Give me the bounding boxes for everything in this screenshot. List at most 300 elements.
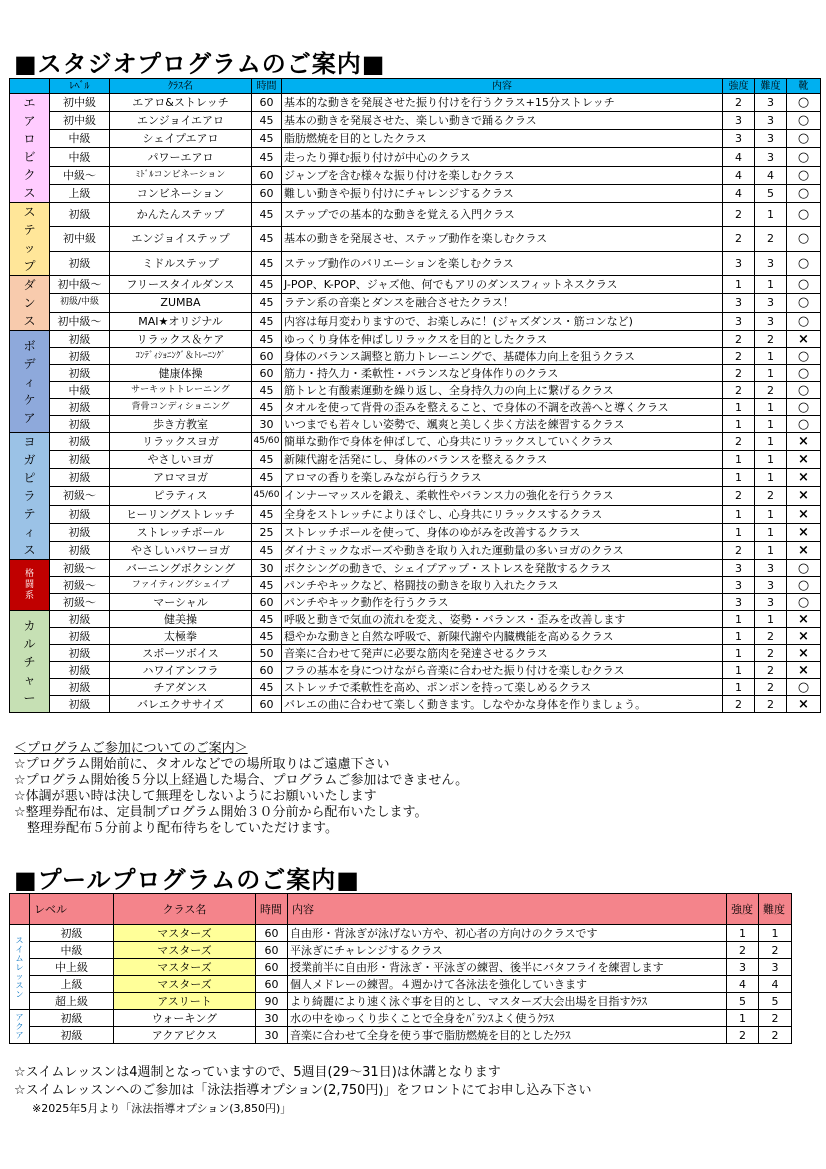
studio-row <box>10 662 821 679</box>
level-cell: 初級 <box>50 416 110 433</box>
level-cell: 初級 <box>50 541 110 559</box>
time-cell: 30 <box>252 560 282 577</box>
category-cell <box>10 611 50 713</box>
studio-row <box>10 251 821 275</box>
studio-row <box>10 184 821 202</box>
content-cell: パンチやキックなど、格闘技の動きを取り入れたクラス <box>282 577 723 594</box>
category-label: ボディケア <box>23 338 36 425</box>
pool-category-label: スイムレッスン <box>15 935 24 999</box>
difficulty-cell: 1 <box>755 541 787 559</box>
pool-level-cell: 中上級 <box>30 959 114 976</box>
intensity-cell: 3 <box>723 312 755 330</box>
difficulty-cell: 1 <box>755 416 787 433</box>
note-line: ☆整理券配布は、定員制プログラム開始３０分前から配布いたします。 <box>14 805 428 820</box>
time-cell: 25 <box>252 523 282 541</box>
pool-difficulty-cell: 5 <box>759 993 792 1010</box>
pool-difficulty-cell: 2 <box>759 1010 792 1027</box>
time-cell: 45 <box>252 577 282 594</box>
class-name-cell: エアロ&ストレッチ <box>110 94 252 112</box>
pool-class-name-cell: マスターズ <box>114 959 256 976</box>
pool-class-name-cell: アスリート <box>114 993 256 1010</box>
content-cell: インナーマッスルを鍛え、柔軟性やバランス力の強化を行うクラス <box>282 487 723 505</box>
note-line: ☆体調が悪い時は決して無理をしないようにお願いいたします <box>14 789 377 804</box>
shoes-cell: ○ <box>787 130 821 148</box>
content-cell: 簡単な動作で身体を伸ばして、心身共にリラックスしていくクラス <box>282 433 723 451</box>
class-name-cell: チアダンス <box>110 679 252 696</box>
shoes-cell: ○ <box>787 679 821 696</box>
intensity-cell: 4 <box>723 148 755 166</box>
class-name-cell: アロマヨガ <box>110 469 252 487</box>
studio-row <box>10 227 821 251</box>
shoes-cell: ○ <box>787 276 821 294</box>
level-cell: 中級 <box>50 148 110 166</box>
difficulty-cell: 2 <box>755 662 787 679</box>
category-cell <box>10 433 50 560</box>
content-cell: 筋力・持久力・柔軟性・バランスなど身体作りのクラス <box>282 365 723 382</box>
studio-row <box>10 628 821 645</box>
difficulty-cell: 3 <box>755 294 787 312</box>
shoes-cell: ○ <box>787 184 821 202</box>
difficulty-cell: 3 <box>755 560 787 577</box>
shoes-cell: ○ <box>787 399 821 416</box>
studio-row <box>10 416 821 433</box>
header-category <box>10 79 50 94</box>
level-cell: 上級 <box>50 184 110 202</box>
time-cell: 45 <box>252 628 282 645</box>
pool-row <box>10 993 792 1010</box>
class-name-cell: ヒーリングストレッチ <box>110 505 252 523</box>
shoes-cell: ○ <box>787 560 821 577</box>
content-cell: いつまでも若々しい姿勢で、颯爽と美しく歩く方法を練習するクラス <box>282 416 723 433</box>
content-cell: ダイナミックなポーズや動きを取り入れた運動量の多いヨガのクラス <box>282 541 723 559</box>
intensity-cell: 3 <box>723 130 755 148</box>
shoes-cell: × <box>787 696 821 713</box>
pool-class-name-cell: マスターズ <box>114 942 256 959</box>
pool-row <box>10 1027 792 1044</box>
difficulty-cell: 3 <box>755 130 787 148</box>
class-name-cell: やさしいパワーヨガ <box>110 541 252 559</box>
pool-content-cell: 授業前半に自由形・背泳ぎ・平泳ぎの練習、後半にバタフライを練習します <box>288 959 727 976</box>
intensity-cell: 2 <box>723 696 755 713</box>
intensity-cell: 4 <box>723 166 755 184</box>
studio-row <box>10 166 821 184</box>
class-name-cell: ﾐﾄﾞﾙコンビネーション <box>110 166 252 184</box>
level-cell: 初級～ <box>50 560 110 577</box>
content-cell: 呼吸と動きで気血の流れを変え、姿勢・バランス・歪みを改善します <box>282 611 723 628</box>
studio-row <box>10 312 821 330</box>
pool-table-body <box>10 925 792 1044</box>
shoes-cell: ○ <box>787 294 821 312</box>
pool-level-cell: 初級 <box>30 925 114 942</box>
intensity-cell: 2 <box>723 331 755 348</box>
pool-header-category <box>10 894 30 925</box>
pool-header-row <box>10 894 792 925</box>
class-name-cell: バレエクササイズ <box>110 696 252 713</box>
time-cell: 45/60 <box>252 487 282 505</box>
pool-level-cell: 超上級 <box>30 993 114 1010</box>
level-cell: 初級 <box>50 348 110 365</box>
shoes-cell: ○ <box>787 348 821 365</box>
studio-row <box>10 433 821 451</box>
level-cell: 初級 <box>50 399 110 416</box>
time-cell: 45 <box>252 611 282 628</box>
category-label: エアロビクス <box>23 96 36 200</box>
pool-program-table <box>9 893 792 1044</box>
pool-time-cell: 30 <box>256 1027 288 1044</box>
pool-header-level: レベル <box>30 894 114 925</box>
category-cell <box>10 276 50 331</box>
studio-row <box>10 294 821 312</box>
shoes-cell: ○ <box>787 227 821 251</box>
shoes-cell: ○ <box>787 312 821 330</box>
level-cell: 初級 <box>50 628 110 645</box>
shoes-cell: ○ <box>787 365 821 382</box>
level-cell: 初中級 <box>50 227 110 251</box>
class-name-cell: マーシャル <box>110 594 252 611</box>
note-line: ☆プログラム開始前に、タオルなどでの場所取りはご遠慮下さい <box>14 757 390 772</box>
difficulty-cell: 1 <box>755 399 787 416</box>
time-cell: 45 <box>252 276 282 294</box>
intensity-cell: 1 <box>723 611 755 628</box>
class-name-cell: 歩き方教室 <box>110 416 252 433</box>
shoes-cell: × <box>787 628 821 645</box>
difficulty-cell: 1 <box>755 505 787 523</box>
content-cell: ストレッチで柔軟性を高め、ポンポンを持って楽しめるクラス <box>282 679 723 696</box>
difficulty-cell: 1 <box>755 365 787 382</box>
time-cell: 45 <box>252 130 282 148</box>
class-name-cell: 健美操 <box>110 611 252 628</box>
pool-intensity-cell: 5 <box>727 993 759 1010</box>
shoes-cell: ○ <box>787 148 821 166</box>
intensity-cell: 1 <box>723 679 755 696</box>
level-cell: 初級 <box>50 331 110 348</box>
time-cell: 60 <box>252 94 282 112</box>
studio-row <box>10 594 821 611</box>
studio-row <box>10 523 821 541</box>
header-level: ﾚﾍﾞﾙ <box>50 79 110 94</box>
pool-header-content: 内容 <box>288 894 727 925</box>
difficulty-cell: 1 <box>755 451 787 469</box>
time-cell: 60 <box>252 662 282 679</box>
studio-row <box>10 679 821 696</box>
class-name-cell: パワーエアロ <box>110 148 252 166</box>
pool-row <box>10 1010 792 1027</box>
header-content: 内容 <box>282 79 723 94</box>
difficulty-cell: 3 <box>755 94 787 112</box>
time-cell: 45 <box>252 469 282 487</box>
level-cell: 初級～ <box>50 487 110 505</box>
pool-intensity-cell: 2 <box>727 942 759 959</box>
time-cell: 60 <box>252 594 282 611</box>
pool-class-name-cell: マスターズ <box>114 976 256 993</box>
shoes-cell: ○ <box>787 594 821 611</box>
class-name-cell: MAI★オリジナル <box>110 312 252 330</box>
studio-row <box>10 541 821 559</box>
content-cell: 穏やかな動きと自然な呼吸で、新陳代謝や内臓機能を高めるクラス <box>282 628 723 645</box>
shoes-cell: × <box>787 662 821 679</box>
difficulty-cell: 1 <box>755 203 787 227</box>
level-cell: 初級～ <box>50 594 110 611</box>
class-name-cell: リラックスヨガ <box>110 433 252 451</box>
program-notes <box>14 741 468 837</box>
difficulty-cell: 2 <box>755 331 787 348</box>
time-cell: 60 <box>252 696 282 713</box>
content-cell: 基本的な動きを発展させた振り付けを行うクラス+15分ストレッチ <box>282 94 723 112</box>
intensity-cell: 2 <box>723 487 755 505</box>
time-cell: 60 <box>252 184 282 202</box>
difficulty-cell: 2 <box>755 382 787 399</box>
pool-content-cell: 音楽に合わせて全身を使う事で脂肪燃焼を目的としたｸﾗｽ <box>288 1027 727 1044</box>
difficulty-cell: 1 <box>755 433 787 451</box>
shoes-cell: × <box>787 611 821 628</box>
shoes-cell: ○ <box>787 203 821 227</box>
studio-row <box>10 469 821 487</box>
time-cell: 45 <box>252 312 282 330</box>
intensity-cell: 2 <box>723 227 755 251</box>
time-cell: 50 <box>252 645 282 662</box>
class-name-cell: 健康体操 <box>110 365 252 382</box>
pool-title: ■プールプログラムのご案内■ <box>14 866 360 894</box>
intensity-cell: 1 <box>723 469 755 487</box>
pool-level-cell: 初級 <box>30 1010 114 1027</box>
time-cell: 45 <box>252 505 282 523</box>
shoes-cell: × <box>787 433 821 451</box>
pool-difficulty-cell: 2 <box>759 942 792 959</box>
time-cell: 60 <box>252 166 282 184</box>
intensity-cell: 3 <box>723 594 755 611</box>
difficulty-cell: 2 <box>755 645 787 662</box>
content-cell: 走ったり弾む振り付けが中心のクラス <box>282 148 723 166</box>
category-label: カルチャー <box>23 618 36 705</box>
content-cell: 全身をストレッチによりほぐし、心身共にリラックスするクラス <box>282 505 723 523</box>
pool-row <box>10 925 792 942</box>
category-cell <box>10 331 50 433</box>
difficulty-cell: 3 <box>755 112 787 130</box>
difficulty-cell: 1 <box>755 348 787 365</box>
pool-time-cell: 60 <box>256 942 288 959</box>
class-name-cell: ハワイアンフラ <box>110 662 252 679</box>
class-name-cell: シェイプエアロ <box>110 130 252 148</box>
difficulty-cell: 1 <box>755 523 787 541</box>
pool-class-name-cell: ウォーキング <box>114 1010 256 1027</box>
content-cell: 脂肪燃焼を目的としたクラス <box>282 130 723 148</box>
time-cell: 60 <box>252 348 282 365</box>
content-cell: 内容は毎月変わりますので、お楽しみに！(ジャズダンス・筋コンなど) <box>282 312 723 330</box>
intensity-cell: 2 <box>723 541 755 559</box>
content-cell: ラテン系の音楽とダンスを融合させたクラス！ <box>282 294 723 312</box>
studio-row <box>10 560 821 577</box>
pool-time-cell: 60 <box>256 925 288 942</box>
time-cell: 45 <box>252 451 282 469</box>
time-cell: 30 <box>252 416 282 433</box>
difficulty-cell: 2 <box>755 227 787 251</box>
shoes-cell: ○ <box>787 251 821 275</box>
studio-table-body <box>10 94 821 713</box>
note-line: 整理券配布５分前より配布待ちをしていただけます。 <box>14 821 338 836</box>
level-cell: 初級 <box>50 662 110 679</box>
level-cell: 初級 <box>50 469 110 487</box>
intensity-cell: 3 <box>723 577 755 594</box>
difficulty-cell: 1 <box>755 469 787 487</box>
level-cell: 初級 <box>50 505 110 523</box>
time-cell: 45 <box>252 331 282 348</box>
intensity-cell: 3 <box>723 251 755 275</box>
shoes-cell: ○ <box>787 112 821 130</box>
studio-row <box>10 130 821 148</box>
level-cell: 初級 <box>50 433 110 451</box>
content-cell: パンチやキック動作を行うクラス <box>282 594 723 611</box>
content-cell: 基本の動きを発展させ、ステップ動作を楽しむクラス <box>282 227 723 251</box>
content-cell: 音楽に合わせて発声に必要な筋肉を発達させるクラス <box>282 645 723 662</box>
content-cell: ストレッチポールを使って、身体のゆがみを改善するクラス <box>282 523 723 541</box>
intensity-cell: 2 <box>723 94 755 112</box>
pool-class-name-cell: マスターズ <box>114 925 256 942</box>
pool-note-line: ☆スイムレッスンは4週制となっていますので、5週目(29～31日)は休講となります <box>14 1065 501 1080</box>
content-cell: 筋トレと有酸素運動を繰り返し、全身持久力の向上に繋げるクラス <box>282 382 723 399</box>
category-cell <box>10 203 50 276</box>
intensity-cell: 2 <box>723 433 755 451</box>
studio-row <box>10 348 821 365</box>
difficulty-cell: 3 <box>755 594 787 611</box>
level-cell: 初中級 <box>50 94 110 112</box>
category-label: ダンス <box>23 278 36 328</box>
category-cell <box>10 94 50 203</box>
intensity-cell: 1 <box>723 662 755 679</box>
pool-row <box>10 942 792 959</box>
time-cell: 45 <box>252 294 282 312</box>
header-time: 時間 <box>252 79 282 94</box>
pool-class-name-cell: アクアビクス <box>114 1027 256 1044</box>
studio-row <box>10 94 821 112</box>
level-cell: 初級 <box>50 696 110 713</box>
pool-note-line: ☆スイムレッスンへのご参加は「泳法指導オプション(2,750円)」をフロントにてお申し込み下さい <box>14 1083 592 1098</box>
pool-header-class: クラス名 <box>114 894 256 925</box>
pool-level-cell: 初級 <box>30 1027 114 1044</box>
studio-header-row <box>10 79 821 94</box>
pool-level-cell: 上級 <box>30 976 114 993</box>
pool-content-cell: 平泳ぎにチャレンジするクラス <box>288 942 727 959</box>
intensity-cell: 1 <box>723 451 755 469</box>
pool-notes <box>14 1064 591 1118</box>
studio-row <box>10 399 821 416</box>
difficulty-cell: 1 <box>755 276 787 294</box>
level-cell: 初級 <box>50 203 110 227</box>
content-cell: ゆっくり身体を伸ばしリラックスを目的としたクラス <box>282 331 723 348</box>
shoes-cell: × <box>787 331 821 348</box>
content-cell: 難しい動きや振り付けにチャレンジするクラス <box>282 184 723 202</box>
studio-row <box>10 577 821 594</box>
shoes-cell: × <box>787 451 821 469</box>
difficulty-cell: 4 <box>755 166 787 184</box>
level-cell: 初級 <box>50 611 110 628</box>
difficulty-cell: 3 <box>755 251 787 275</box>
class-name-cell: バーニングボクシング <box>110 560 252 577</box>
studio-row <box>10 487 821 505</box>
studio-row <box>10 611 821 628</box>
content-cell: 新陳代謝を活発にし、身体のバランスを整えるクラス <box>282 451 723 469</box>
pool-difficulty-cell: 2 <box>759 1027 792 1044</box>
level-cell: 初級 <box>50 451 110 469</box>
difficulty-cell: 2 <box>755 696 787 713</box>
shoes-cell: ○ <box>787 94 821 112</box>
pool-intensity-cell: 4 <box>727 976 759 993</box>
category-label: ヨガ ピラティス <box>23 435 36 557</box>
content-cell: ステップ動作のバリエーションを楽しむクラス <box>282 251 723 275</box>
class-name-cell: ZUMBA <box>110 294 252 312</box>
shoes-cell: × <box>787 487 821 505</box>
notes-title: ＜プログラムご参加についてのご案内＞ <box>14 741 248 756</box>
content-cell: バレエの曲に合わせて楽しく動きます。しなやかな身体を作りましょう。 <box>282 696 723 713</box>
shoes-cell: ○ <box>787 416 821 433</box>
content-cell: フラの基本を身につけながら音楽に合わせた振り付けを楽しむクラス <box>282 662 723 679</box>
header-shoes: 靴 <box>787 79 821 94</box>
pool-header-difficulty: 難度 <box>759 894 792 925</box>
difficulty-cell: 3 <box>755 577 787 594</box>
shoes-cell: ○ <box>787 166 821 184</box>
studio-row <box>10 276 821 294</box>
difficulty-cell: 2 <box>755 487 787 505</box>
intensity-cell: 1 <box>723 505 755 523</box>
pool-content-cell: 個人メドレーの練習。４週かけて各泳法を強化していきます <box>288 976 727 993</box>
time-cell: 45 <box>252 399 282 416</box>
intensity-cell: 1 <box>723 399 755 416</box>
pool-row <box>10 959 792 976</box>
time-cell: 45/60 <box>252 433 282 451</box>
pool-row <box>10 976 792 993</box>
studio-row <box>10 203 821 227</box>
pool-time-cell: 60 <box>256 959 288 976</box>
pool-difficulty-cell: 1 <box>759 925 792 942</box>
content-cell: アロマの香りを楽しみながら行うクラス <box>282 469 723 487</box>
category-cell <box>10 560 50 611</box>
class-name-cell: かんたんステップ <box>110 203 252 227</box>
class-name-cell: 太極拳 <box>110 628 252 645</box>
level-cell: 初級 <box>50 679 110 696</box>
intensity-cell: 1 <box>723 523 755 541</box>
intensity-cell: 4 <box>723 184 755 202</box>
class-name-cell: ピラティス <box>110 487 252 505</box>
difficulty-cell: 1 <box>755 611 787 628</box>
intensity-cell: 1 <box>723 645 755 662</box>
level-cell: 初級～ <box>50 577 110 594</box>
content-cell: 身体のバランス調整と筋力トレーニングで、基礎体力向上を狙うクラス <box>282 348 723 365</box>
difficulty-cell: 3 <box>755 312 787 330</box>
studio-row <box>10 696 821 713</box>
pool-content-cell: 水の中をゆっくり歩くことで全身をﾊﾞﾗﾝｽよく使うｸﾗｽ <box>288 1010 727 1027</box>
intensity-cell: 2 <box>723 203 755 227</box>
pool-time-cell: 90 <box>256 993 288 1010</box>
class-name-cell: スポーツボイス <box>110 645 252 662</box>
level-cell: 初中級～ <box>50 312 110 330</box>
shoes-cell: × <box>787 541 821 559</box>
class-name-cell: 背骨コンディショニング <box>110 399 252 416</box>
pool-small-note: ※2025年5月より「泳法指導オプション(3,850円)」 <box>32 1102 292 1115</box>
content-cell: ジャンプを含む様々な振り付けを楽しむクラス <box>282 166 723 184</box>
content-cell: ボクシングの動きで、シェイプアップ・ストレスを発散するクラス <box>282 560 723 577</box>
intensity-cell: 1 <box>723 628 755 645</box>
class-name-cell: サーキットトレーニング <box>110 382 252 399</box>
intensity-cell: 3 <box>723 112 755 130</box>
level-cell: 初中級～ <box>50 276 110 294</box>
category-label: 格闘系 <box>24 568 34 601</box>
time-cell: 45 <box>252 227 282 251</box>
pool-category-cell <box>10 1010 30 1044</box>
studio-row <box>10 382 821 399</box>
studio-row <box>10 505 821 523</box>
pool-category-label: アクア <box>15 1013 24 1040</box>
intensity-cell: 1 <box>723 416 755 433</box>
level-cell: 初中級 <box>50 112 110 130</box>
